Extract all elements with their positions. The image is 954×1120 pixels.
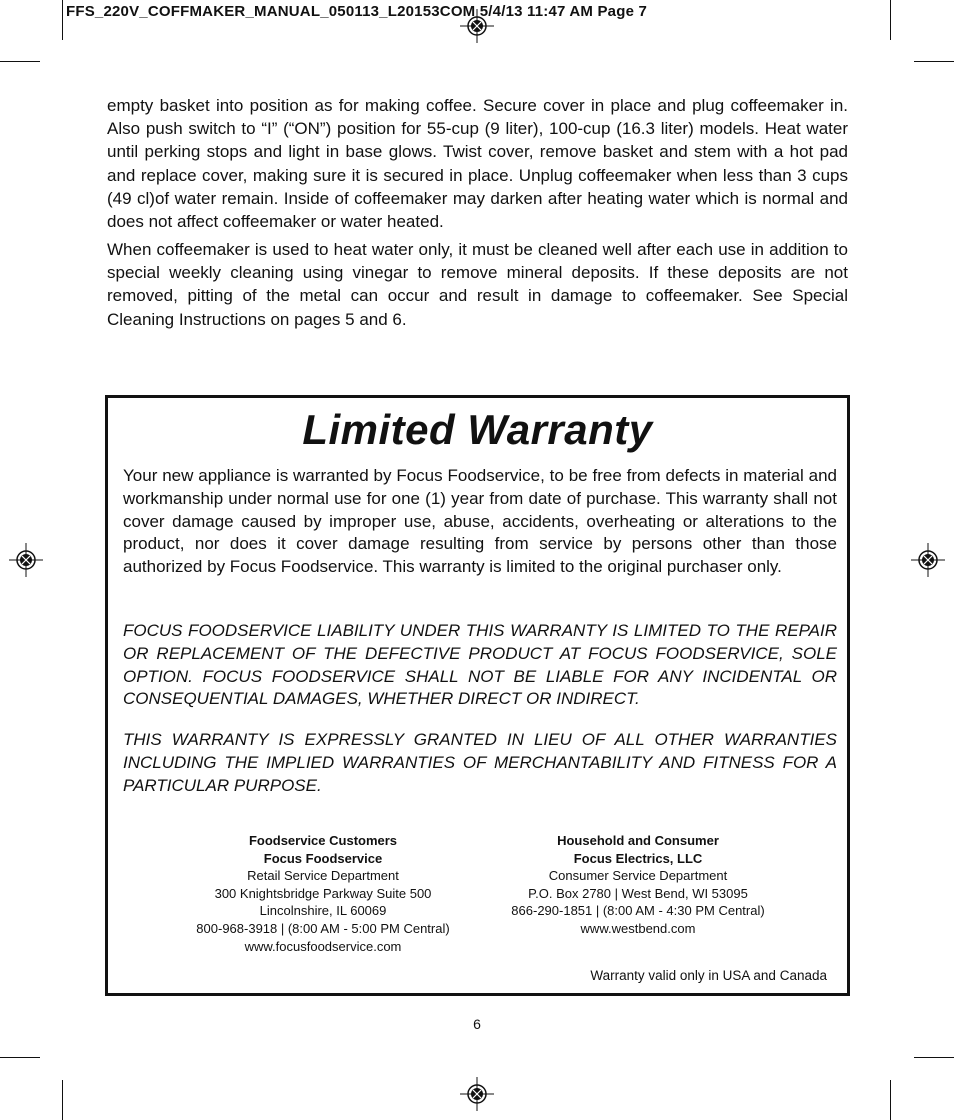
crop-mark-top-left-vertical [62,0,63,40]
water-heating-paragraph: When coffeemaker is used to heat water only, it must be cleaned well after each use in addition to special weekly cleaning using vinegar to remove mineral deposits. If these deposits are not removed, pitting of the metal can occur and result in damage to coffeemaker. See Special Cleaning Instructions on pages 5 and 6. [107,240,848,329]
crop-mark-top-left-horizontal [0,61,40,62]
contact-department: Consumer Service Department [548,868,728,884]
crop-mark-bottom-left-vertical [62,1080,63,1120]
warranty-validity-note: Warranty valid only in USA and Canada [590,968,827,983]
printer-slug-line: FFS_220V_COFFMAKER_MANUAL_050113_L20153COM 5/4/13 11:47 AM Page 7 [66,3,648,20]
contact-phone: 866-290-1851 | (8:00 AM - 4:30 PM Central) [511,903,765,919]
contact-company: Focus Electrics, LLC [573,850,703,866]
contact-phone: 800-968-3918 | (8:00 AM - 5:00 PM Central) [196,920,450,936]
contact-website: www.focusfoodservice.com [244,938,402,954]
contact-address-line: P.O. Box 2780 | West Bend, WI 53095 [528,885,748,901]
warranty-disclaimer-paragraph: THIS WARRANTY IS EXPRESSLY GRANTED IN LIEU OF ALL OTHER WARRANTIES INCLUDING THE IMPLIED WARRANTIES OF MERCHANTABILITY AND FITNESS FOR A PARTICULAR PURPOSE. [123,730,837,795]
registration-mark-right-icon [911,543,945,577]
crop-mark-bottom-right-horizontal [914,1057,954,1058]
warranty-title: Limited Warranty [302,406,653,453]
crop-mark-bottom-right-vertical [890,1080,891,1120]
instruction-paragraph: empty basket into position as for making coffee. Secure cover in place and plug coffeemaker in. Also push switch to “I” (“ON”) position for 55-cup (9 liter), 100-cup (16.3 liter) models. Heat water until perking stops and light in base glows. Twist cover, remove basket and stem with a hot pad and replace cover, making sure it is secured in place. Unplug coffeemaker when less than 3 cups (49 cl)of water remain. Inside of coffeemaker may darken after heating water which is normal and does not affect coffeemaker or water heated. [107,96,848,232]
limited-warranty-box [105,395,850,996]
contact-company: Focus Foodservice [263,850,383,866]
registration-mark-left-icon [9,543,43,577]
crop-mark-bottom-left-horizontal [0,1057,40,1058]
foodservice-contact-block [173,832,473,955]
contact-address-line: Lincolnshire, IL 60069 [259,903,387,919]
registration-mark-bottom-icon [460,1077,494,1111]
contact-heading: Foodservice Customers [248,833,398,848]
crop-mark-top-right-vertical [890,0,891,40]
contact-department: Retail Service Department [247,868,399,884]
household-contact-block [488,832,788,938]
warranty-liability-paragraph: FOCUS FOODSERVICE LIABILITY UNDER THIS WARRANTY IS LIMITED TO THE REPAIR OR REPLACEMENT OF THE DEFECTIVE PRODUCT AT FOCUS FOODSERVICE, SOLE OPTION. FOCUS FOODSERVICE SHALL NOT BE LIABLE FOR ANY INCIDENTAL OR CONSEQUENTIAL DAMAGES, WHETHER DIRECT OR INDIRECT. [123,621,837,709]
contact-website: www.westbend.com [580,920,696,936]
page-number: 6 [473,1016,481,1032]
contact-heading: Household and Consumer [557,833,719,848]
registration-mark-top-icon [460,9,494,43]
crop-mark-top-right-horizontal [914,61,954,62]
warranty-coverage-paragraph: Your new appliance is warranted by Focus Foodservice, to be free from defects in material and workmanship under normal use for one (1) year from date of purchase. This warranty shall not cover damage caused by improper use, abuse, accidents, overheating or alterations to the product, nor does it cover damage resulting from service by persons other than those authorized by Focus Foodservice. This warranty is limited to the original purchaser only. [123,466,837,577]
contact-address-line: 300 Knightsbridge Parkway Suite 500 [214,885,432,901]
